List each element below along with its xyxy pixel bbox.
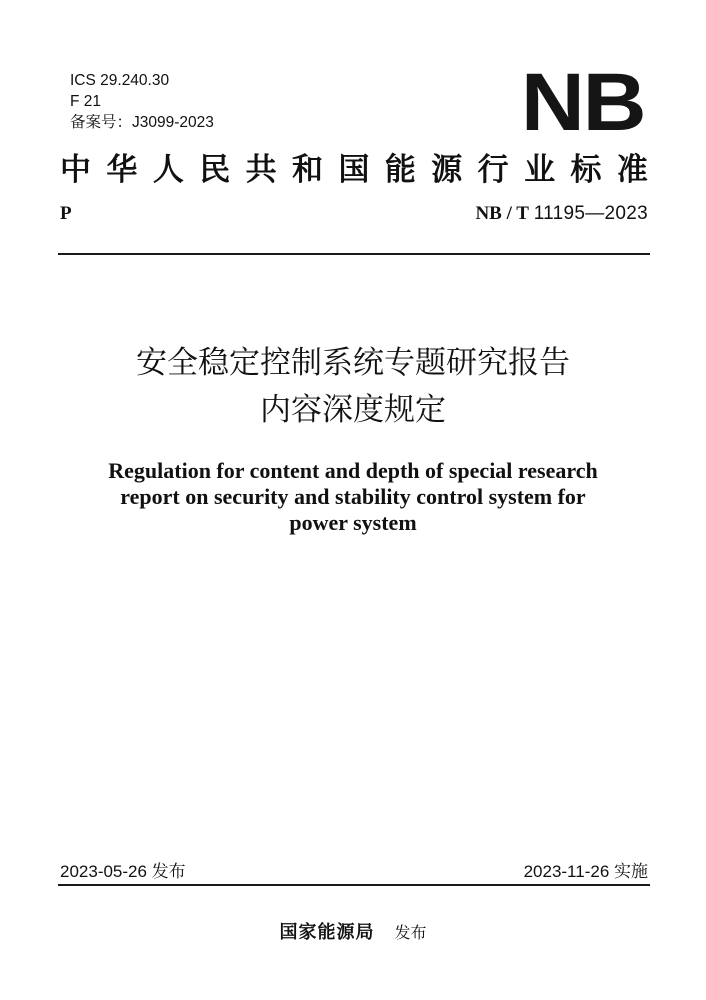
standard-category: P [60, 203, 72, 224]
standard-type-char: 业 [524, 152, 556, 188]
standard-type-char: 和 [292, 152, 324, 188]
standard-type-char: 华 [106, 152, 138, 188]
chinese-title-line-2: 内容深度规定 [260, 392, 446, 428]
standard-type-title [60, 150, 648, 190]
issue-action: 发布 [394, 923, 427, 942]
ccs-code: F 21 [70, 93, 102, 110]
implementation-date: 2023-11-26 实施 [523, 862, 648, 881]
issuer-line [0, 918, 706, 944]
classification-block [70, 70, 214, 133]
english-title-line-2: report on security and stability control system for [120, 484, 586, 509]
standard-type-char: 标 [570, 152, 602, 188]
english-title-line-3: power system [289, 510, 417, 535]
standard-type-char: 行 [477, 152, 509, 188]
english-title [30, 458, 676, 536]
standard-type-char: 共 [245, 152, 277, 188]
standard-type-char: 国 [338, 152, 370, 188]
nb-logo: NB [520, 57, 644, 148]
standard-number-value: 11195—2023 [533, 203, 648, 224]
filing-number: 备案号：J3099-2023 [70, 114, 214, 131]
standard-type-char: 中 [60, 152, 91, 188]
issuing-authority: 国家能源局 [279, 922, 375, 943]
standard-type-char: 人 [152, 152, 184, 188]
standard-type-char: 民 [199, 152, 231, 188]
header-divider [58, 253, 650, 255]
english-title-line-1: Regulation for content and depth of special research [108, 458, 598, 483]
chinese-title-line-1: 安全稳定控制系统专题研究报告 [136, 345, 570, 381]
standard-number [475, 203, 648, 225]
ics-code: ICS 29.240.30 [70, 72, 170, 89]
standard-number-prefix: NB / T [475, 203, 529, 224]
issue-date: 2023-05-26 发布 [60, 862, 186, 881]
chinese-title [0, 340, 706, 434]
standard-type-char: 源 [431, 152, 463, 188]
standard-type-char: 准 [616, 152, 648, 188]
footer-divider [58, 884, 650, 886]
standard-type-char: 能 [384, 152, 416, 188]
